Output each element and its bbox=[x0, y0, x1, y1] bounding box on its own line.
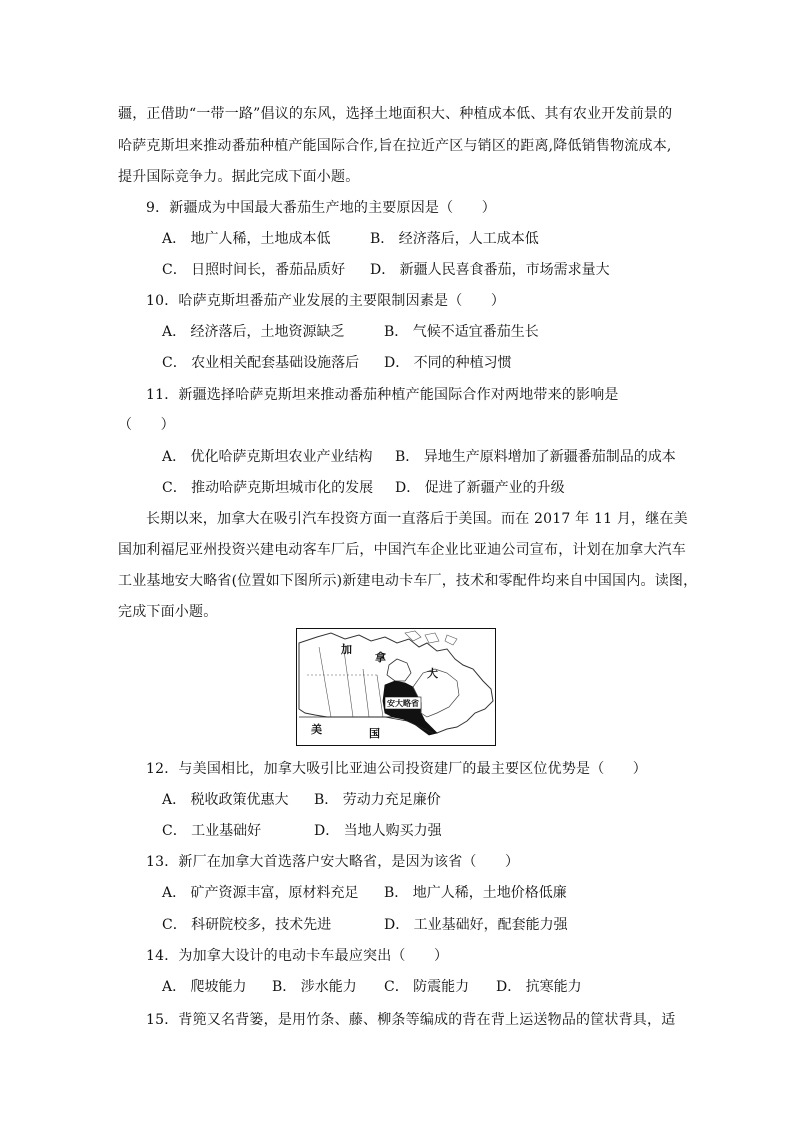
map-label-mei: 美 bbox=[311, 723, 322, 736]
paragraph-line: 工业基地安大略省(位置如下图所示)新建电动卡车厂，技术和零配件均来自中国国内。读图， bbox=[118, 573, 698, 589]
map-label-jia: 加 bbox=[341, 643, 352, 656]
question-13-option-b: B． 地广人稀，土地价格低廉 bbox=[384, 885, 567, 901]
question-14-option-a: A． 爬坡能力 bbox=[162, 979, 247, 995]
canada-map-svg bbox=[297, 629, 495, 745]
question-12-option-c: C． 工业基础好 bbox=[162, 823, 262, 839]
question-10-option-d: D． 不同的种植习惯 bbox=[384, 355, 512, 371]
question-13-stem: 13．新厂在加拿大首选落户安大略省，是因为该省（ ） bbox=[146, 854, 520, 870]
question-13-option-d: D． 工业基础好，配套能力强 bbox=[384, 917, 568, 933]
question-15-stem: 15．背篼又名背篓，是用竹条、藤、柳条等编成的背在背上运送物品的筐状背具，适 bbox=[146, 1012, 676, 1028]
question-10-option-c: C． 农业相关配套基础设施落后 bbox=[162, 355, 360, 371]
map-label-ontario: 安大略省 bbox=[387, 698, 419, 708]
question-12-option-d: D． 当地人购买力强 bbox=[314, 823, 442, 839]
hudson-bay bbox=[387, 659, 411, 681]
question-11-stem-cont: （ ） bbox=[118, 417, 175, 433]
question-11-option-d: D． 促进了新疆产业的升级 bbox=[395, 480, 565, 496]
question-13-option-a: A． 矿产资源丰富，原材料充足 bbox=[162, 885, 359, 901]
question-11-option-a: A． 优化哈萨克斯坦农业产业结构 bbox=[162, 449, 373, 465]
question-9-option-d: D． 新疆人民喜食番茄，市场需求量大 bbox=[370, 262, 610, 278]
province-border bbox=[377, 675, 383, 717]
question-11-option-c: C． 推动哈萨克斯坦城市化的发展 bbox=[162, 480, 374, 496]
question-14-option-b: B． 涉水能力 bbox=[272, 979, 357, 995]
map-label-na: 拿 bbox=[375, 651, 386, 664]
question-11-stem: 11．新疆选择哈萨克斯坦来推动番茄种植产能国际合作对两地带来的影响是 bbox=[146, 387, 619, 403]
map-label-da: 大 bbox=[427, 667, 438, 680]
question-9-option-a: A． 地广人稀，土地成本低 bbox=[162, 231, 331, 247]
arctic-islands bbox=[405, 631, 457, 645]
question-9-option-b: B． 经济落后，人工成本低 bbox=[370, 231, 539, 247]
question-13-option-c: C． 科研院校多，技术先进 bbox=[162, 917, 332, 933]
question-9-stem: 9．新疆成为中国最大番茄生产地的主要原因是（ ） bbox=[146, 200, 496, 216]
question-11-option-b: B． 异地生产原料增加了新疆番茄制品的成本 bbox=[395, 449, 676, 465]
province-border bbox=[363, 669, 369, 717]
question-10-option-a: A． 经济落后，土地资源缺乏 bbox=[162, 324, 345, 340]
question-12-option-b: B． 劳动力充足廉价 bbox=[314, 792, 441, 808]
question-12-option-a: A． 税收政策优惠大 bbox=[162, 792, 289, 808]
province-border bbox=[319, 647, 331, 717]
question-14-stem: 14．为加拿大设计的电动卡车最应突出（ ） bbox=[146, 948, 449, 964]
map-label-guo: 国 bbox=[369, 727, 380, 740]
paragraph-line: 国加利福尼亚州投资兴建电动客车厂后，中国汽车企业比亚迪公司宣布，计划在加拿大汽车 bbox=[118, 542, 686, 558]
paragraph-line: 长期以来，加拿大在吸引汽车投资方面一直落后于美国。而在 2017 年 11 月，继在美 bbox=[146, 511, 688, 527]
question-10-stem: 10．哈萨克斯坦番茄产业发展的主要限制因素是（ ） bbox=[146, 293, 506, 309]
question-14-option-d: D． 抗寒能力 bbox=[496, 979, 582, 995]
canada-map bbox=[296, 628, 496, 746]
paragraph-line: 疆，正借助“一带一路”倡议的东风，选择土地面积大、种植成本低、其有农业开发前景的 bbox=[118, 106, 673, 122]
question-9-option-c: C． 日照时间长，番茄品质好 bbox=[162, 262, 346, 278]
paragraph-line: 提升国际竞争力。据此完成下面小题。 bbox=[118, 169, 360, 185]
question-14-option-c: C． 防震能力 bbox=[384, 979, 470, 995]
paragraph-line: 完成下面小题。 bbox=[118, 604, 218, 620]
question-10-option-b: B． 气候不适宜番茄生长 bbox=[384, 324, 539, 340]
paragraph-line: 哈萨克斯坦来推动番茄种植产能国际合作,旨在拉近产区与销区的距离,降低销售物流成本, bbox=[118, 138, 672, 154]
question-12-stem: 12．与美国相比，加拿大吸引比亚迪公司投资建厂的最主要区位优势是（ ） bbox=[146, 761, 648, 777]
